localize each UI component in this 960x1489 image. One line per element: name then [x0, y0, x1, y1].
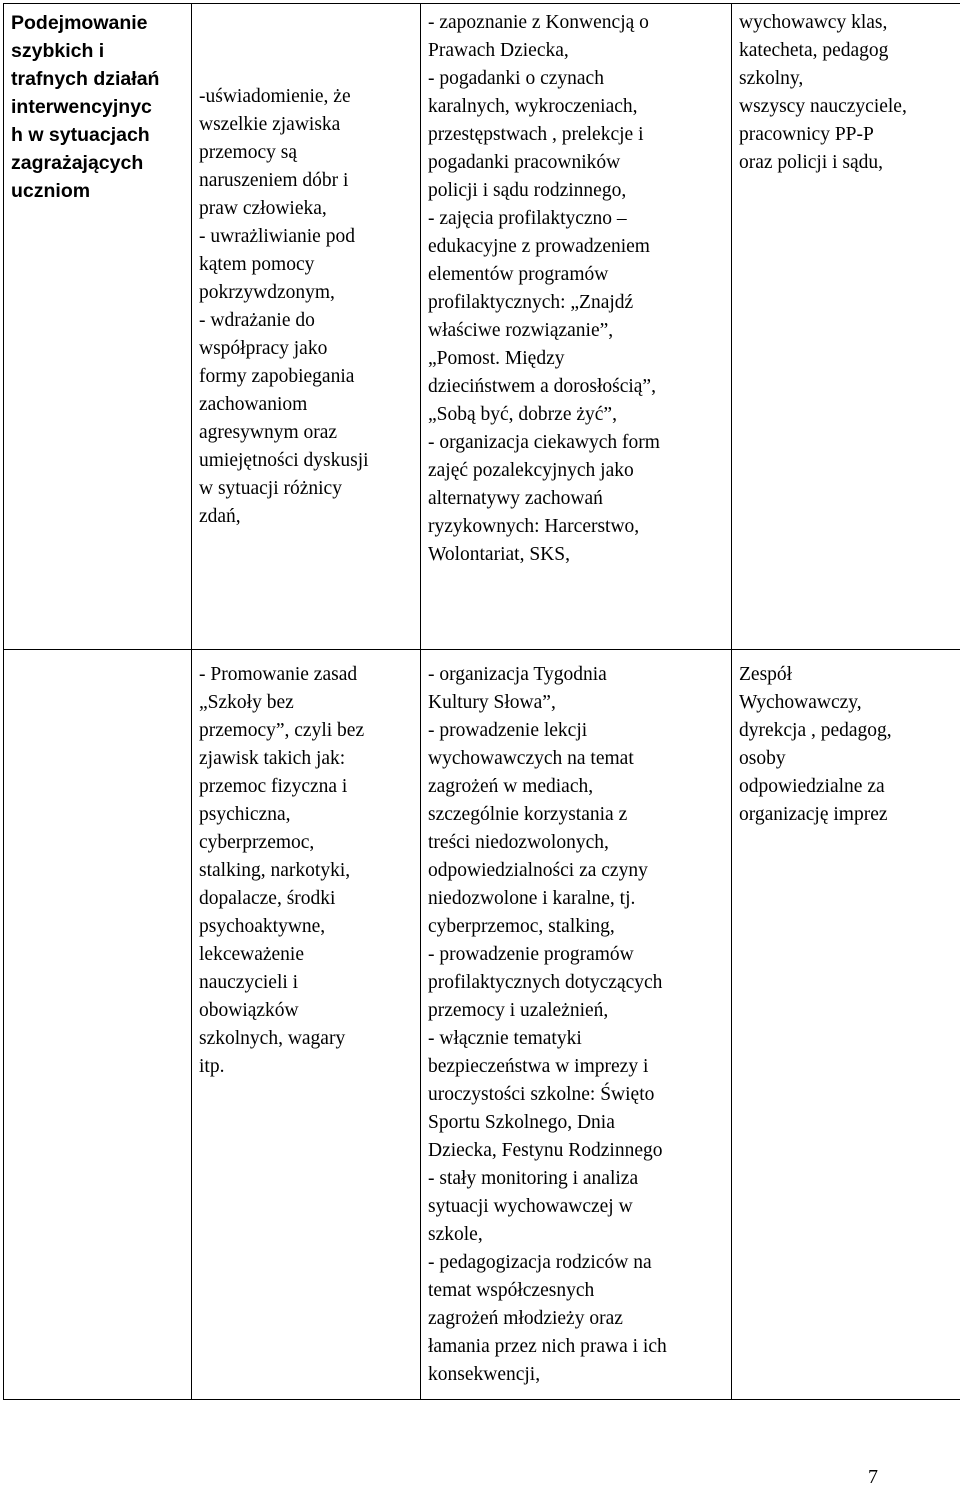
methods-line: „Sobą być, dobrze żyć”,	[428, 404, 617, 425]
goals-line: itp.	[199, 1056, 225, 1077]
methods-line: przestępstwach , prelekcje i	[428, 124, 644, 145]
methods-line: dzieciństwem a dorosłością”,	[428, 376, 656, 397]
methods-line: Wolontariat, SKS,	[428, 544, 570, 565]
methods-line: zagrożeń młodzieży oraz	[428, 1308, 623, 1329]
methods-line: Kultury Słowa”,	[428, 692, 556, 713]
goals-cell	[192, 4, 421, 650]
goals-line: współpracy jako	[199, 338, 328, 359]
methods-line: - prowadzenie programów	[428, 944, 634, 965]
responsible-line: pracownicy PP-P	[739, 124, 874, 145]
methods-cell	[421, 4, 732, 650]
table-row	[4, 650, 960, 1400]
methods-cell	[421, 650, 732, 1400]
goals-line: - wdrażanie do	[199, 310, 315, 331]
goals-line: szkolnych, wagary	[199, 1028, 346, 1049]
task-cell-empty	[4, 650, 192, 1400]
responsible-cell	[732, 650, 960, 1400]
methods-line: treści niedozwolonych,	[428, 832, 609, 853]
methods-line: - organizacja Tygodnia	[428, 664, 607, 685]
goals-line: przemocy są	[199, 142, 297, 163]
goals-cell	[192, 650, 421, 1400]
page-number: 7	[868, 1466, 878, 1488]
goals-line: w sytuacji różnicy	[199, 478, 342, 499]
goals-line: umiejętności dyskusji	[199, 450, 369, 471]
methods-line: cyberprzemoc, stalking,	[428, 916, 615, 937]
responsible-line: oraz policji i sądu,	[739, 152, 884, 173]
responsible-line: dyrekcja , pedagog,	[739, 720, 892, 741]
task-line: uczniom	[11, 180, 91, 202]
methods-line: Sportu Szkolnego, Dnia	[428, 1112, 615, 1133]
task-line: Podejmowanie	[11, 12, 148, 34]
methods-line: uroczystości szkolne: Święto	[428, 1084, 655, 1105]
methods-line: sytuacji wychowawczej w	[428, 1196, 633, 1217]
methods-line: pogadanki pracowników	[428, 152, 621, 173]
methods-line: alternatywy zachowań	[428, 488, 603, 509]
methods-line: - pogadanki o czynach	[428, 68, 604, 89]
goals-line: naruszeniem dóbr i	[199, 170, 349, 191]
goals-line: kątem pomocy	[199, 254, 315, 275]
responsible-line: osoby	[739, 748, 786, 769]
methods-line: profilaktycznych: „Znajdź	[428, 292, 634, 313]
methods-line: przemocy i uzależnień,	[428, 1000, 609, 1021]
methods-line: - stały monitoring i analiza	[428, 1168, 639, 1189]
goals-line: psychiczna,	[199, 804, 291, 825]
goals-line: - uwrażliwianie pod	[199, 226, 355, 247]
methods-line: konsekwencji,	[428, 1364, 541, 1385]
methods-line: profilaktycznych dotyczących	[428, 972, 663, 993]
methods-line: odpowiedzialności za czyny	[428, 860, 648, 881]
goals-line: dopalacze, środki	[199, 888, 336, 909]
methods-line: - zapoznanie z Konwencją o	[428, 12, 649, 33]
methods-line: szczególnie korzystania z	[428, 804, 628, 825]
task-line: interwencyjnyc	[11, 96, 152, 118]
goals-line: praw człowieka,	[199, 198, 327, 219]
methods-line: zagrożeń w mediach,	[428, 776, 594, 797]
goals-line: przemoc fizyczna i	[199, 776, 348, 797]
task-line: h w sytuacjach	[11, 124, 150, 146]
goals-line: - Promowanie zasad	[199, 664, 358, 685]
methods-line: policji i sądu rodzinnego,	[428, 180, 627, 201]
goals-line: stalking, narkotyki,	[199, 860, 351, 881]
methods-line: zajęć pozalekcyjnych jako	[428, 460, 634, 481]
plan-table	[3, 3, 960, 1400]
table-row	[4, 4, 960, 650]
task-line: trafnych działań	[11, 68, 160, 90]
methods-line: „Pomost. Między	[428, 348, 565, 369]
goals-line: obowiązków	[199, 1000, 299, 1021]
methods-line: bezpieczeństwa w imprezy i	[428, 1056, 649, 1077]
goals-line: zachowaniom	[199, 394, 308, 415]
methods-line: - organizacja ciekawych form	[428, 432, 660, 453]
goals-line: formy zapobiegania	[199, 366, 355, 387]
methods-line: edukacyjne z prowadzeniem	[428, 236, 650, 257]
responsible-line: katecheta, pedagog	[739, 40, 889, 61]
responsible-line: odpowiedzialne za	[739, 776, 885, 797]
responsible-line: wszyscy nauczyciele,	[739, 96, 907, 117]
goals-line: przemocy”, czyli bez	[199, 720, 365, 741]
responsible-line: wychowawcy klas,	[739, 12, 888, 33]
goals-line: zdań,	[199, 506, 241, 527]
methods-line: łamania przez nich prawa i ich	[428, 1336, 667, 1357]
responsible-cell	[732, 4, 960, 650]
responsible-line: szkolny,	[739, 68, 804, 89]
task-cell	[4, 4, 192, 650]
task-line: szybkich i	[11, 40, 105, 62]
goals-line: zjawisk takich jak:	[199, 748, 346, 769]
methods-line: - zajęcia profilaktyczno –	[428, 208, 627, 229]
methods-line: elementów programów	[428, 264, 609, 285]
goals-line: psychoaktywne,	[199, 916, 326, 937]
methods-line: Prawach Dziecka,	[428, 40, 569, 61]
methods-line: karalnych, wykroczeniach,	[428, 96, 638, 117]
methods-line: - włącznie tematyki	[428, 1028, 582, 1049]
methods-line: ryzykownych: Harcerstwo,	[428, 516, 640, 537]
goals-line: nauczycieli i	[199, 972, 299, 993]
responsible-line: organizację imprez	[739, 804, 888, 825]
methods-line: temat współczesnych	[428, 1280, 595, 1301]
responsible-line: Wychowawczy,	[739, 692, 862, 713]
methods-line: Dziecka, Festynu Rodzinnego	[428, 1140, 663, 1161]
methods-line: szkole,	[428, 1224, 483, 1245]
goals-line: lekceważenie	[199, 944, 305, 965]
goals-line: pokrzywdzonym,	[199, 282, 335, 303]
methods-line: niedozwolone i karalne, tj.	[428, 888, 636, 909]
goals-line: wszelkie zjawiska	[199, 114, 341, 135]
goals-line: agresywnym oraz	[199, 422, 338, 443]
goals-line: „Szkoły bez	[199, 692, 294, 713]
goals-line: -uświadomienie, że	[199, 86, 351, 107]
methods-line: właściwe rozwiązanie”,	[428, 320, 614, 341]
goals-line: cyberprzemoc,	[199, 832, 315, 853]
responsible-line: Zespół	[739, 664, 793, 685]
methods-line: - prowadzenie lekcji	[428, 720, 588, 741]
methods-line: wychowawczych na temat	[428, 748, 634, 769]
task-line: zagrażających	[11, 152, 144, 174]
methods-line: - pedagogizacja rodziców na	[428, 1252, 652, 1273]
